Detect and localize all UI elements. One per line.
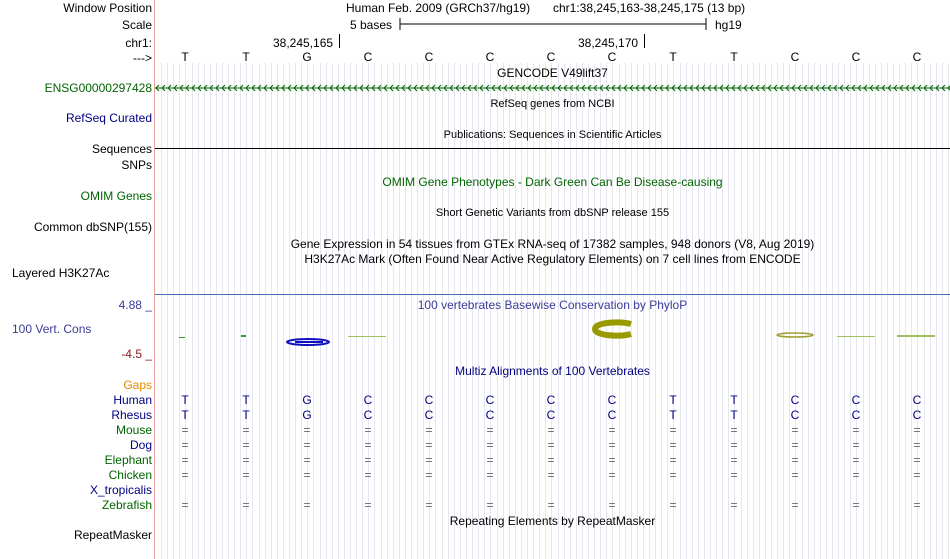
snps-label[interactable]: SNPs (121, 158, 152, 172)
chicken-base: = (181, 468, 189, 482)
elephant-base: = (669, 453, 677, 467)
dog-base: = (669, 438, 677, 452)
chicken-row (155, 468, 950, 482)
coord-165-tick (339, 34, 340, 48)
scale-label: Scale (121, 18, 152, 32)
phylop-mark (241, 335, 246, 337)
track-image-panel[interactable] (155, 0, 950, 559)
dog-base: = (486, 438, 494, 452)
dog-base: = (364, 438, 372, 452)
elephant-row (155, 453, 950, 467)
elephant-base: = (364, 453, 372, 467)
elephant-label[interactable]: Elephant (104, 453, 152, 467)
dog-base: = (730, 438, 738, 452)
zebrafish-base: = (303, 498, 311, 512)
elephant-base: = (242, 453, 250, 467)
position-text: chr1:38,245,163-38,245,175 (13 bp) (553, 1, 746, 15)
human-base: C (424, 393, 434, 407)
rhesus-base: C (851, 408, 861, 422)
base-letter: C (363, 50, 373, 64)
mouse-row (155, 423, 950, 437)
gtex-track-title[interactable]: Gene Expression in 54 tissues from GTEx RNA-seq of 17382 samples, 948 donors (V8, Aug 2019) (290, 237, 815, 251)
chicken-base: = (364, 468, 372, 482)
elephant-base: = (181, 453, 189, 467)
elephant-base: = (608, 453, 616, 467)
window-position-label: Window Position (63, 1, 152, 15)
dog-row (155, 438, 950, 452)
chicken-base: = (547, 468, 555, 482)
omim-genes-label[interactable]: OMIM Genes (80, 189, 152, 203)
dog-base: = (303, 438, 311, 452)
human-base: C (546, 393, 556, 407)
chicken-base: = (486, 468, 494, 482)
human-label[interactable]: Human (113, 393, 152, 407)
phylop-mark (179, 337, 185, 338)
gencode-track-title[interactable]: GENCODE V49lift37 (497, 66, 608, 80)
mouse-base: = (669, 423, 677, 437)
elephant-base: = (730, 453, 738, 467)
h3k27ac-label[interactable]: Layered H3K27Ac (12, 266, 110, 280)
cons-max-label: 4.88 _ (118, 298, 152, 312)
cons-min-label: -4.5 _ (121, 347, 152, 361)
rhesus-base: T (242, 408, 250, 422)
zebrafish-base: = (608, 498, 616, 512)
elephant-base: = (791, 453, 799, 467)
mouse-base: = (547, 423, 555, 437)
chr-label: chr1: (125, 36, 152, 50)
rhesus-base: C (607, 408, 617, 422)
base-letter: G (302, 50, 312, 64)
zebrafish-label[interactable]: Zebrafish (101, 498, 152, 512)
vert-cons-label[interactable]: 100 Vert. Cons (12, 322, 92, 336)
elephant-base: = (852, 453, 860, 467)
rhesus-base: T (181, 408, 189, 422)
track-labels-panel (0, 0, 154, 559)
dog-base: = (242, 438, 250, 452)
mouse-base: = (913, 423, 921, 437)
assembly-text: Human Feb. 2009 (GRCh37/hg19) (346, 1, 531, 15)
human-base: T (730, 393, 738, 407)
dog-base: = (913, 438, 921, 452)
elephant-base: = (486, 453, 494, 467)
publications-track-title[interactable]: Publications: Sequences in Scientific Articles (443, 129, 662, 141)
dbsnp-track-title[interactable]: Short Genetic Variants from dbSNP release 155 (435, 207, 670, 219)
human-base: C (607, 393, 617, 407)
refseq-curated-label[interactable]: RefSeq Curated (65, 111, 152, 125)
scale-bar (399, 16, 709, 32)
chicken-base: = (791, 468, 799, 482)
gene-strand-line[interactable] (155, 82, 950, 94)
base-letter: C (485, 50, 495, 64)
base-letter: C (790, 50, 800, 64)
repeatmasker-track-title[interactable]: Repeating Elements by RepeatMasker (449, 514, 656, 528)
chicken-base: = (425, 468, 433, 482)
coord-170-tick (644, 34, 645, 48)
scale-text: 5 bases (350, 18, 393, 32)
human-base: C (851, 393, 861, 407)
zebrafish-base: = (730, 498, 738, 512)
mouse-base: = (364, 423, 372, 437)
h3k27ac-track-title[interactable]: H3K27Ac Mark (Often Found Near Active Regulatory Elements) on 7 cell lines from ENCODE (304, 252, 801, 266)
conservation-top-border (155, 294, 950, 295)
dbsnp-label[interactable]: Common dbSNP(155) (33, 220, 152, 234)
phylop-track-title[interactable]: 100 vertebrates Basewise Conservation by PhyloP (417, 298, 688, 312)
zebrafish-base: = (486, 498, 494, 512)
strand-arrow-label: ---> (133, 51, 152, 65)
rhesus-base: T (730, 408, 738, 422)
chicken-label[interactable]: Chicken (108, 468, 152, 482)
mouse-base: = (181, 423, 189, 437)
chicken-base: = (669, 468, 677, 482)
db-text: hg19 (715, 18, 742, 32)
human-base: C (363, 393, 373, 407)
base-letter: C (424, 50, 434, 64)
zebrafish-base: = (425, 498, 433, 512)
gene-id-label[interactable]: ENSG00000297428 (44, 81, 152, 95)
dog-base: = (181, 438, 189, 452)
zebrafish-base: = (364, 498, 372, 512)
zebrafish-base: = (791, 498, 799, 512)
rhesus-base: C (424, 408, 434, 422)
dog-label[interactable]: Dog (129, 438, 152, 452)
dog-base: = (547, 438, 555, 452)
elephant-base: = (547, 453, 555, 467)
dog-base: = (425, 438, 433, 452)
chicken-base: = (303, 468, 311, 482)
phylop-mark (348, 336, 386, 337)
dog-base: = (791, 438, 799, 452)
base-letter: T (669, 50, 677, 64)
gaps-label[interactable]: Gaps (123, 378, 152, 392)
chicken-base: = (730, 468, 738, 482)
rhesus-base: G (302, 408, 312, 422)
phylop-mark (777, 333, 813, 337)
zebrafish-base: = (852, 498, 860, 512)
dog-base: = (852, 438, 860, 452)
human-row (155, 393, 950, 407)
coord-165-text: 38,245,165 (273, 36, 334, 50)
rhesus-row (155, 408, 950, 422)
elephant-base: = (425, 453, 433, 467)
base-letter: T (730, 50, 738, 64)
elephant-base: = (913, 453, 921, 467)
zebrafish-base: = (669, 498, 677, 512)
multiz-track-title[interactable]: Multiz Alignments of 100 Vertebrates (455, 364, 650, 378)
mouse-base: = (608, 423, 616, 437)
base-letter: C (912, 50, 922, 64)
repeatmasker-label[interactable]: RepeatMasker (73, 528, 152, 542)
human-base: T (669, 393, 677, 407)
phylop-mark (897, 335, 935, 337)
base-letter: C (546, 50, 556, 64)
zebrafish-row (155, 498, 950, 512)
zebrafish-base: = (547, 498, 555, 512)
rhesus-base: C (912, 408, 922, 422)
mouse-base: = (425, 423, 433, 437)
rhesus-base: C (546, 408, 556, 422)
refseq-track-title[interactable]: RefSeq genes from NCBI (490, 98, 615, 110)
human-base: G (302, 393, 312, 407)
mouse-base: = (730, 423, 738, 437)
rhesus-base: C (485, 408, 495, 422)
zebrafish-base: = (181, 498, 189, 512)
mouse-base: = (242, 423, 250, 437)
mouse-base: = (791, 423, 799, 437)
chicken-base: = (913, 468, 921, 482)
base-letter: T (242, 50, 250, 64)
zebrafish-base: = (913, 498, 921, 512)
rhesus-base: T (669, 408, 677, 422)
mouse-base: = (303, 423, 311, 437)
sequences-label[interactable]: Sequences (91, 142, 152, 156)
chicken-base: = (242, 468, 250, 482)
base-letter: T (181, 50, 189, 64)
phylop-logo[interactable] (155, 316, 950, 350)
rhesus-label[interactable]: Rhesus (111, 408, 152, 422)
human-base: C (485, 393, 495, 407)
zebrafish-base: = (242, 498, 250, 512)
mouse-label[interactable]: Mouse (115, 423, 152, 437)
chicken-base: = (852, 468, 860, 482)
sequences-line[interactable] (155, 148, 950, 149)
human-base: T (181, 393, 189, 407)
chicken-base: = (608, 468, 616, 482)
base-letter: C (607, 50, 617, 64)
phylop-mark (837, 336, 875, 337)
rhesus-base: C (790, 408, 800, 422)
phylop-mark (295, 341, 323, 343)
mouse-base: = (486, 423, 494, 437)
omim-track-title[interactable]: OMIM Gene Phenotypes - Dark Green Can Be Disease-causing (382, 175, 723, 189)
human-base: C (790, 393, 800, 407)
dog-base: = (608, 438, 616, 452)
human-base: T (242, 393, 250, 407)
elephant-base: = (303, 453, 311, 467)
mouse-base: = (852, 423, 860, 437)
base-letter: C (851, 50, 861, 64)
rhesus-base: C (363, 408, 373, 422)
human-base: C (912, 393, 922, 407)
phylop-mark-c (595, 322, 631, 335)
x-tropicalis-label[interactable]: X_tropicalis (89, 483, 152, 497)
coord-170-text: 38,245,170 (578, 36, 639, 50)
base-row (155, 50, 950, 64)
